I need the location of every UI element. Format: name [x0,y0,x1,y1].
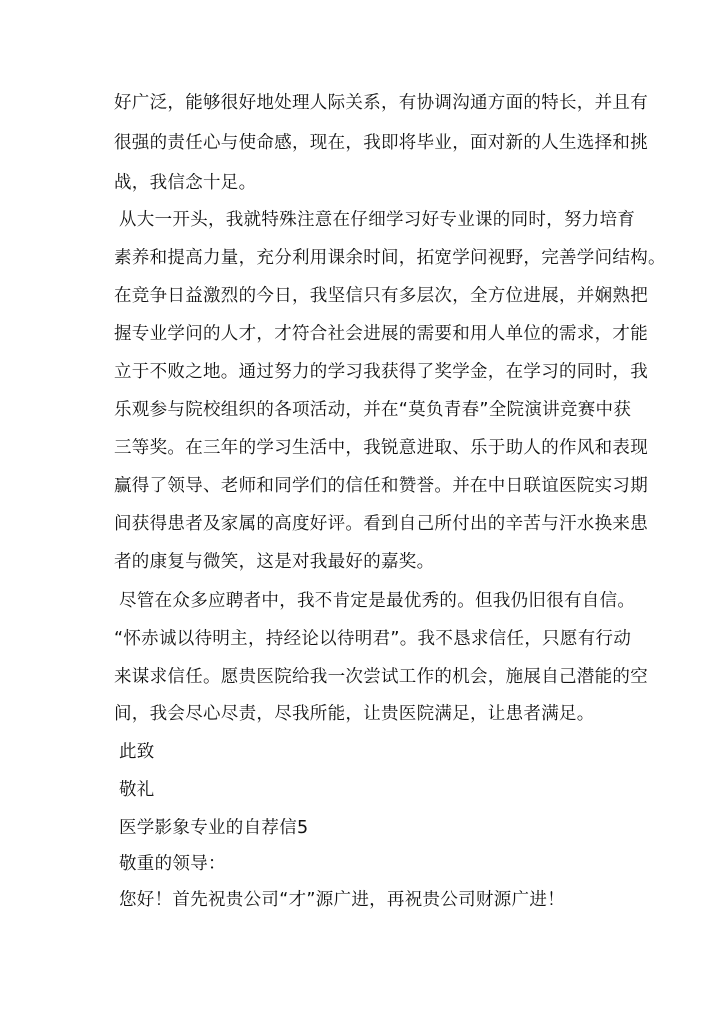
closing-line: 此致 [119,742,155,762]
closing-line: 敬礼 [119,780,155,800]
text-line: 战，我信念十足。 [114,173,257,193]
text-line: 从大一开头，我就特殊注意在仔细学习好专业课的同时，努力培育 [119,210,636,230]
text-line: 立于不败之地。通过努力的学习我获得了奖学金，在学习的同时，我 [114,362,648,382]
text-line: 在竞争日益激烈的今日，我坚信只有多层次，全方位进展，并娴熟把 [114,286,648,306]
text-line: “怀赤诚以待明主，持经论以待明君”。我不恳求信任，只愿有行动 [114,629,632,649]
text-line: 好广泛，能够很好地处理人际关系，有协调沟通方面的特长，并且有 [114,93,648,113]
text-line: 间，我会尽心尽责，尽我所能，让贵医院满足，让患者满足。 [114,704,595,724]
text-line: 素养和提高力量，充分利用课余时间，拓宽学问视野，完善学问结构。 [114,248,666,268]
text-line: 三等奖。在三年的学习生活中，我锐意进取、乐于助人的作风和表现 [114,438,648,458]
text-line: 赢得了领导、老师和同学们的信任和赞誉。并在中日联谊医院实习期 [114,476,648,496]
text-line: 乐观参与院校组织的各项活动，并在“莫负青春”全院演讲竞赛中获 [114,400,632,420]
greeting-line: 您好！首先祝贵公司“才”源广进，再祝贵公司财源广进！ [119,890,565,910]
text-line: 者的康复与微笑，这是对我最好的嘉奖。 [114,552,435,572]
salutation: 敬重的领导： [119,854,226,874]
text-line: 间获得患者及家属的高度好评。看到自己所付出的辛苦与汗水换来患 [114,514,648,534]
text-line: 很强的责任心与使命感，现在，我即将毕业，面对新的人生选择和挑 [114,133,648,153]
section-title: 医学影象专业的自荐信5 [119,818,309,838]
text-line: 来谋求信任。愿贵医院给我一次尝试工作的机会，施展自己潜能的空 [114,667,648,687]
text-line: 尽管在众多应聘者中，我不肯定是最优秀的。但我仍旧很有自信。 [119,591,636,611]
text-line: 握专业学问的人才，才符合社会进展的需要和用人单位的需求，才能 [114,324,648,344]
